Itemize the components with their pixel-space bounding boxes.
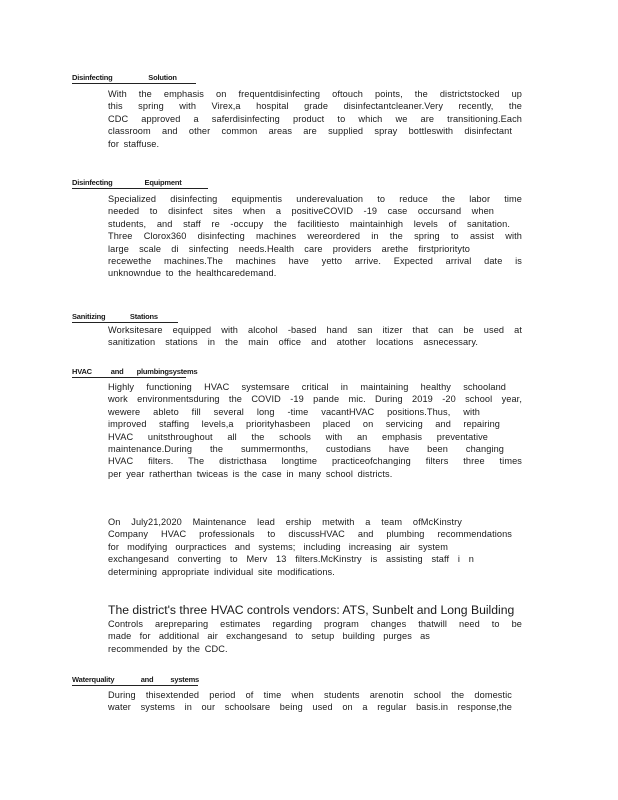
section-body-disinfecting-equipment [108,193,522,280]
body-line: Company HVAC professionals to discussHVAC and plumbing recommendations [108,529,512,540]
body-line: needed to disinfect sites when a positiveCOVID -19 case occursand when [108,206,494,217]
body-line: for modifying ourpractices and systems; including increasing air system [108,541,448,552]
body-line: exchangesand converting to Merv 13 filters.McKinstry is assisting staff i n [108,554,474,565]
body-line: unknowndue to the healthcaredemand. [108,268,277,279]
body-line: work environmentsduring the COVID -19 pande mic. During 2019 -20 school year, [108,394,522,405]
vendors-paragraph [108,618,522,655]
body-line: improved staffing levels,a priorityhasbeen placed on servicing and repairing [108,419,500,430]
meeting-paragraph [108,516,522,578]
vendors-heading: The district's three HVAC controls vendors: ATS, Sunbelt and Long Building [108,603,515,617]
body-line: CDC approved a saferdisinfecting product to which we are transitioning.Each [108,113,522,124]
section-body-disinfecting-solution [108,88,522,150]
body-line: With the emphasis on frequentdisinfecting oftouch points, the districtstocked up [108,89,522,99]
body-line: for staffuse. [108,138,160,149]
body-line: water systems in our schoolsare being used on a regular basis.in response,the [108,702,512,713]
body-line: classroom and other common areas are supplied spray bottleswith disinfectant [108,126,512,137]
section-body-sanitizing-stations [108,324,522,349]
body-line: sanitization stations in the main office and atother locations asnecessary. [108,337,478,348]
body-line: determining appropriate individual site modifications. [108,566,335,577]
section-heading-disinfecting-solution: Disinfecting Solution [72,73,196,84]
section-body-water-quality [108,689,522,714]
body-line: Highly functioning HVAC systemsare critical in maintaining healthy schooland [108,382,506,392]
body-line: per year ratherthan twiceas is the case in many school districts. [108,468,393,479]
body-line: students, and staff re -occupy the facilitiesto maintainhigh levels of sanitation. [108,218,510,229]
body-line: Three Clorox360 disinfecting machines wereordered in the spring to assist with [108,231,522,242]
body-line: HVAC filters. The districthasa longtime practiceofchanging filters three times [108,456,522,467]
section-heading-sanitizing-stations: Sanitizing Stations [72,312,178,323]
body-line: Specialized disinfecting equipmentis underevaluation to reduce the labor time [108,194,522,204]
body-line: Worksitesare equipped with alcohol -based hand san itizer that can be used at [108,325,522,335]
body-line: made for additional air exchangesand to setup building purges as [108,631,430,642]
section-body-hvac-plumbing [108,381,522,480]
body-line: large scale di sinfecting needs.Health care providers arethe firstpriorityto [108,243,470,254]
body-line: HVAC unitsthroughout all the schools with an emphasis preventative [108,431,488,442]
body-line: maintenance.During the summermonths, custodians have been changing [108,444,504,455]
body-line: Controls arepreparing estimates regarding program changes thatwill need to be [108,619,522,629]
section-heading-disinfecting-equipment: Disinfecting Equipment [72,178,208,189]
body-line: recewethe machines.The machines have yetto arrive. Expected arrival date is [108,256,522,267]
body-line: this spring with Virex,a hospital grade disinfectantcleaner.Very recently, the [108,101,522,112]
body-line: During thisextended period of time when students arenotin school the domestic [108,690,512,700]
body-line: On July21,2020 Maintenance lead ership metwith a team ofMcKinstry [108,517,462,527]
section-heading-hvac-plumbing: HVAC and plumbingsystems [72,367,198,376]
section-heading-water-quality: Waterquality and systems [72,675,200,684]
body-line: wewere ableto fill several long -time vacantHVAC positions.Thus, with [108,406,480,417]
body-line: recommended by the CDC. [108,643,228,654]
